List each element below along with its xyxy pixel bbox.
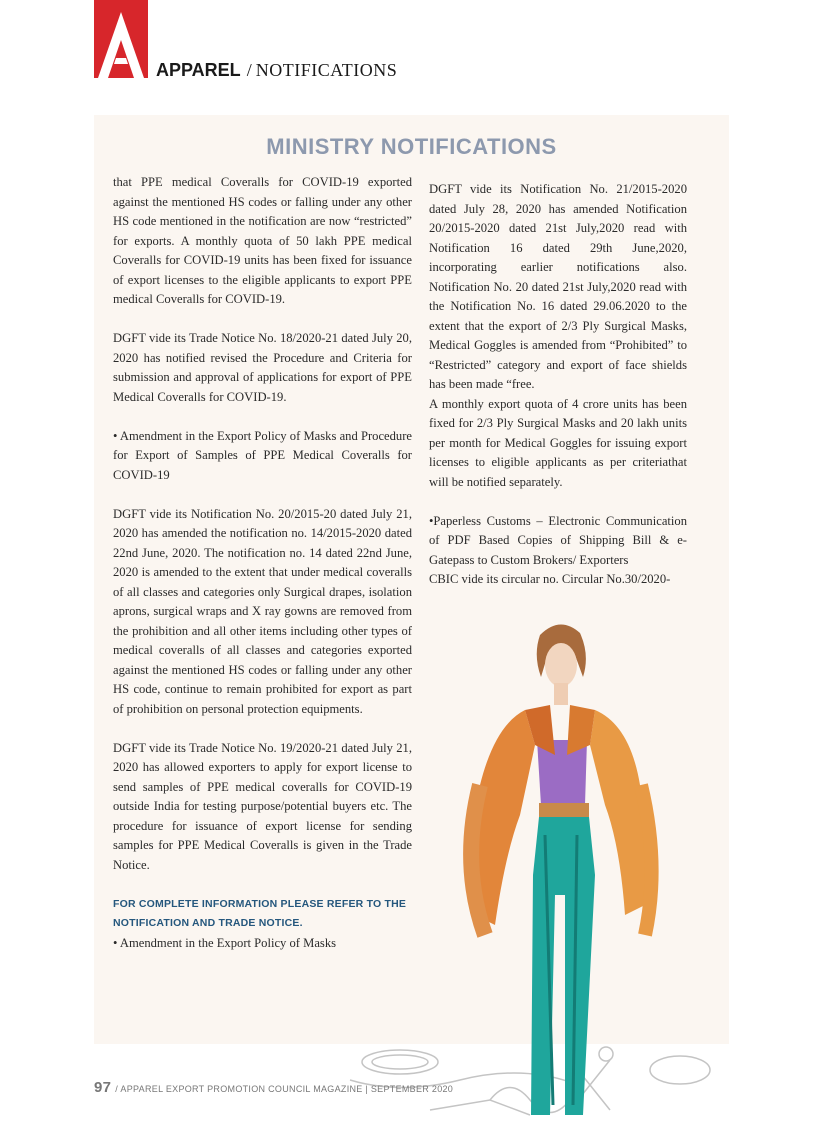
fashion-model-illustration-icon	[455, 615, 670, 1122]
left-paragraph-4: DGFT vide its Notification No. 20/2015-20 dated July 21, 2020 has amended the notification no. 14/2015-2020 dated 22nd June, 2020. The notification no. 14 dated 22nd June, 2020 is amended to the extent that under medical coveralls of all classes and categories only Surgical drapes, isolation aprons, surgical wraps and X ray gowns are removed from the prohibition and all other items including other types of medical coveralls of all classes and categories exported against the mentioned HS codes or falling under any other HS code, continue to remain prohibited for export as part of prohibition on personal protection equipments.	[113, 506, 412, 716]
apparel-logo-icon	[94, 0, 148, 78]
right-column	[429, 180, 687, 590]
footer-issue: SEPTEMBER 2020	[370, 1084, 454, 1094]
panel-title: MINISTRY NOTIFICATIONS	[266, 134, 557, 159]
right-paragraph-4: CBIC vide its circular no. Circular No.30/2020-	[429, 572, 671, 586]
left-paragraph-1: that PPE medical Coveralls for COVID-19 exported against the mentioned HS codes or falling under any other HS code mentioned in the notification are now “restricted” for exports. A monthly quota of 50 lakh PPE medical Coveralls for COVID-19 units has been fixed for issuance of export licenses to the eligible applicants to export PPE medical Coveralls for COVID-19.	[113, 175, 412, 306]
emphasis-note-line-2: NOTIFICATION AND TRADE NOTICE.	[113, 917, 303, 929]
header-section: NOTIFICATIONS	[255, 60, 398, 80]
right-paragraph-1: DGFT vide its Notification No. 21/2015-2020 dated July 28, 2020 has amended Notification 20/2015-2020 dated 21st July,2020 read with Notification 16 dated 29th June,2020, incorporating earlier notifications also. Notification No. 20 dated 21st July,2020 read with the Notification No. 16 dated 29.06.2020 to the extent that the export of 2/3 Ply Surgical Masks, Medical Goggles is amended from “Prohibited” to “Restricted” category and export of face shields has been made “free.	[429, 182, 687, 391]
page-number: 97	[94, 1079, 112, 1096]
left-paragraph-3: • Amendment in the Export Policy of Masks and Procedure for Export of Samples of PPE Medical Coveralls for COVID-19	[113, 428, 412, 482]
left-paragraph-5: DGFT vide its Trade Notice No. 19/2020-21 dated July 21, 2020 has allowed exporters to apply for export license to send samples of PPE medical coveralls for COVID-19 outside India for testing purpose/potential buyers etc. The procedure for issuance of export license for sending samples for PPE Medical Coveralls is given in the Trade Notice.	[113, 740, 412, 872]
header-brand: APPAREL	[156, 60, 241, 80]
footer-magazine: APPAREL EXPORT PROMOTION COUNCIL MAGAZINE	[120, 1084, 363, 1094]
left-column	[113, 173, 412, 953]
footer-divider: |	[365, 1084, 369, 1094]
left-paragraph-6: • Amendment in the Export Policy of Masks	[113, 935, 337, 950]
footer-separator: /	[115, 1084, 119, 1094]
header-separator: /	[246, 60, 252, 80]
left-paragraph-2: DGFT vide its Trade Notice No. 18/2020-21 dated July 20, 2020 has notified revised the Procedure and Criteria for submission and approval of applications for export of PPE Medical Coveralls for COVID-19.	[113, 331, 412, 404]
right-paragraph-3: •Paperless Customs – Electronic Communication of PDF Based Copies of Shipping Bill & e-Gatepass to Custom Brokers/ Exporters	[429, 513, 687, 567]
page-footer	[94, 1079, 453, 1096]
page-header	[156, 60, 397, 81]
emphasis-note-line-1: FOR COMPLETE INFORMATION PLEASE REFER TO THE	[113, 897, 407, 910]
right-paragraph-2: A monthly export quota of 4 crore units has been fixed for 2/3 Ply Surgical Masks and 20 lakh units per month for Medical Goggles for issuing export licenses to eligible applicants as per criteriathat will be notified separately.	[429, 396, 687, 489]
